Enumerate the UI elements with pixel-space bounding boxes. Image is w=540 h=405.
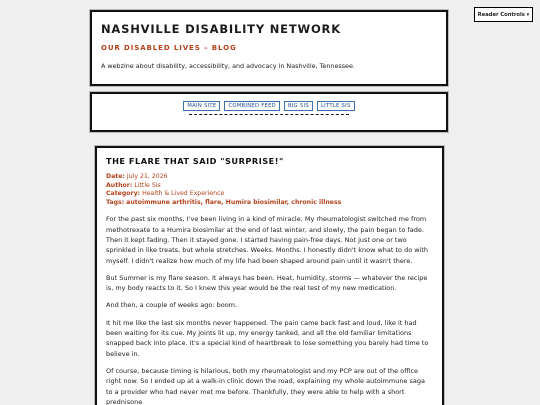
nav-item-combined-feed[interactable]: COMBINED FEED [224, 101, 280, 111]
post-category[interactable]: Health & Lived Experience [142, 190, 225, 198]
post-category-row [106, 190, 433, 199]
post-category-label: Category: [106, 190, 141, 198]
post-paragraph: And then, a couple of weeks ago: boom. [106, 301, 238, 310]
post-title[interactable]: THE FLARE THAT SAID "SURPRISE!" [106, 156, 284, 166]
post-paragraph: Of course, because timing is hilarious, both my rheumatologist and my PCP are out of the office right now. So I ended up at a walk-in clinic down the road, explaining my whole autoimmune saga to a provider who had never met me before. Thankfully, they were able to help with a short prednisone [106, 366, 425, 405]
site-header [90, 10, 448, 86]
reader-controls-button[interactable]: Reader Controls ▾ [474, 7, 533, 22]
site-description: A webzine about disability, accessibility, and advocacy in Nashville, Tennessee. [101, 62, 355, 70]
post-date-label: Date: [106, 173, 125, 180]
site-title[interactable]: NASHVILLE DISABILITY NETWORK [101, 22, 341, 36]
post-author-label: Author: [106, 181, 133, 189]
post-paragraph: But Summer is my flare season. It always has been. Heat, humidity, storms — whatever the recipe is, my body reacts to it. So I knew this year would be the real test of my new medication. [106, 273, 428, 293]
post-author-row [106, 182, 433, 191]
post-tags-row [106, 199, 433, 208]
post-paragraph: For the past six months, I've been living in a kind of miracle. My rheumatologist switched me from methotrexate to a Humira biosimilar at the end of last winter, and slowly, the pain began to fade. Then it kept fading. Then it stayed gone. I started having pain-free days. Not just one or two sprinkled in like treats, but whole stretches. Weeks. Months. I honestly didn't know what to do with myself. I didn't realize how much of my life had been shaped around pain until it wasn't there. [106, 215, 429, 265]
post-tags-label: Tags: [106, 198, 125, 206]
nav-list [183, 101, 354, 113]
post-author[interactable]: Little Sis [134, 181, 161, 189]
site-nav [90, 92, 448, 132]
nav-item-main-site[interactable]: MAIN SITE [183, 101, 220, 111]
post-paragraph: It hit me like the last six months never happened. The pain came back fast and loud, like it had been waiting for its cue. My joints lit up, my energy tanked, and all the old familiar limitations snapped back into place. It's a special kind of heartbreak to lose something you barely had time to believe in. [106, 318, 429, 358]
nav-item-big-sis[interactable]: BIG SIS [284, 101, 313, 111]
post-meta [106, 173, 433, 207]
blog-post [95, 146, 444, 405]
nav-item-little-sis[interactable]: LITTLE SIS [317, 101, 355, 111]
post-date-row [106, 173, 433, 182]
post-tags[interactable]: autoimmune arthritis, flare, Humira biosimilar, chronic illness [126, 198, 342, 206]
post-date: July 21, 2026 [126, 173, 168, 180]
nav-underline-divider [189, 114, 349, 115]
site-subtitle: OUR DISABLED LIVES – BLOG [101, 44, 237, 52]
post-body [106, 214, 433, 405]
